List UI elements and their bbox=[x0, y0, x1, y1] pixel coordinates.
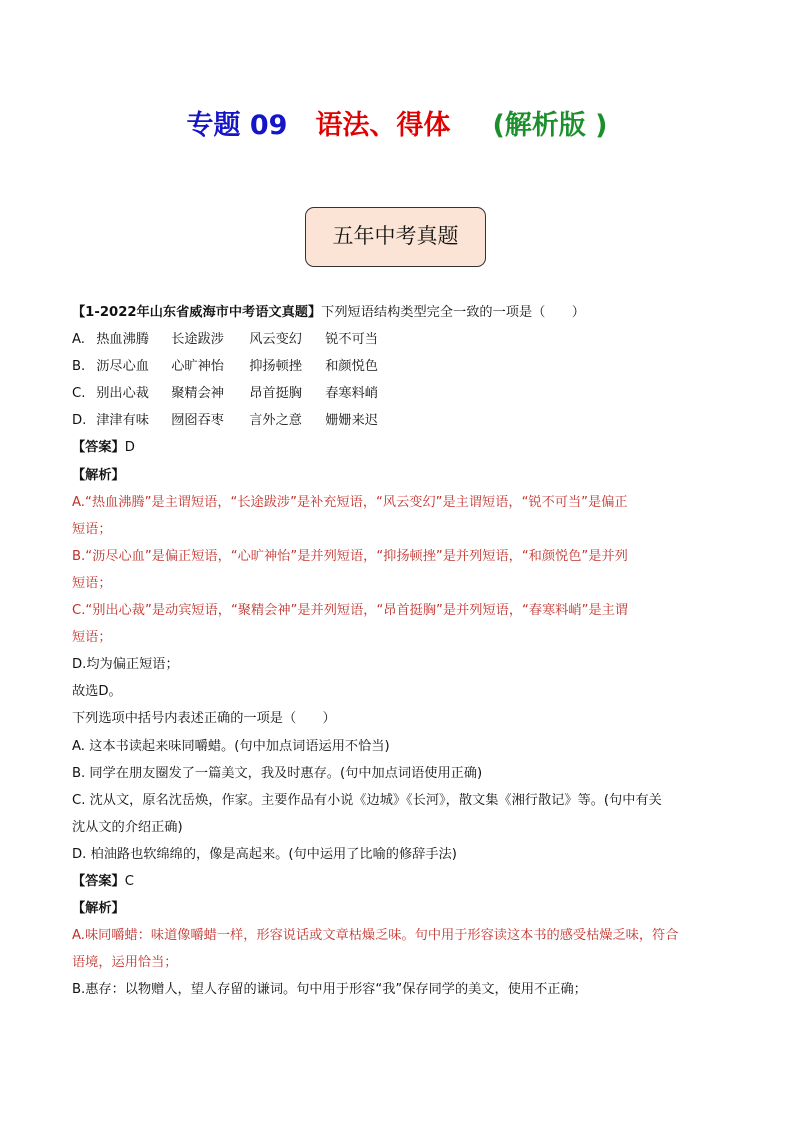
analysis-line: 短语； bbox=[72, 521, 112, 537]
analysis-line: 短语； bbox=[72, 575, 112, 591]
question-2-option-d: D. 柏油路也软绵绵的，像是高起来。(句中运用了比喻的修辞手法) bbox=[72, 846, 457, 862]
answer-label: 【答案】 bbox=[72, 440, 125, 456]
section-heading-box: 五年中考真题 bbox=[305, 207, 486, 267]
question-2-option-c-cont: 沈从文的介绍正确) bbox=[72, 819, 183, 835]
analysis-line: D.均为偏正短语； bbox=[72, 657, 179, 673]
document-body bbox=[72, 299, 722, 1003]
title-edition: (解析版 ) bbox=[492, 110, 608, 141]
title-topic-name: 语法、得体 bbox=[315, 110, 451, 141]
answer-label: 【答案】 bbox=[72, 873, 125, 889]
question-2-option-a: A. 这本书读起来味同嚼蜡。(句中加点词语运用不恰当) bbox=[72, 738, 390, 754]
analysis-line: A.“热血沸腾”是主谓短语，“长途跋涉”是补充短语，“风云变幻”是主谓短语，“锐不可当”是偏正 bbox=[72, 494, 628, 510]
question-2-stem: 下列选项中括号内表述正确的一项是（ ） bbox=[72, 711, 336, 727]
answer-value: C bbox=[124, 873, 134, 889]
question-2-option-c: C. 沈从文，原名沈岳焕，作家。主要作品有小说《边城》《长河》，散文集《湘行散记》等。(句中有关 bbox=[72, 792, 662, 808]
question-2-answer bbox=[72, 868, 722, 895]
analysis-line: 短语； bbox=[72, 630, 112, 646]
analysis-line: A.味同嚼蜡：味道像嚼蜡一样，形容说话或文章枯燥乏味。句中用于形容读这本书的感受枯燥乏味，符合 bbox=[72, 928, 679, 944]
analysis-line: 语境，运用恰当； bbox=[72, 955, 178, 971]
analysis-line: B.“沥尽心血”是偏正短语，“心旷神怡”是并列短语，“抑扬顿挫”是并列短语，“和颜悦色”是并列 bbox=[72, 548, 628, 564]
analysis-line: C.“别出心裁”是动宾短语，“聚精会神”是并列短语，“昂首挺胸”是并列短语，“春寒料峭”是主谓 bbox=[72, 603, 628, 619]
question-1-option-d: D. 津津有味 囫囵吞枣 言外之意 姗姗来迟 bbox=[72, 413, 378, 429]
question-1-answer bbox=[72, 434, 722, 461]
question-1-stem bbox=[72, 299, 722, 326]
question-1-option-b: B. 沥尽心血 心旷神怡 抑扬顿挫 和颜悦色 bbox=[72, 359, 378, 375]
question-1-analysis-label: 【解析】 bbox=[72, 467, 125, 483]
title-topic-number: 专题 09 bbox=[186, 110, 288, 141]
question-2-analysis-label: 【解析】 bbox=[72, 901, 125, 917]
question-1-option-c: C. 别出心裁 聚精会神 昂首挺胸 春寒料峭 bbox=[72, 386, 378, 402]
question-1-conclusion: 故选D。 bbox=[72, 684, 122, 700]
page-title bbox=[0, 103, 794, 142]
question-2-option-b: B. 同学在朋友圈发了一篇美文，我及时惠存。(句中加点词语使用正确) bbox=[72, 765, 483, 781]
question-1-option-a: A. 热血沸腾 长途跋涉 风云变幻 锐不可当 bbox=[72, 332, 378, 348]
question-source: 【1-2022年山东省威海市中考语文真题】 bbox=[72, 305, 322, 320]
analysis-line: B.惠存：以物赠人，望人存留的谦词。句中用于形容“我”保存同学的美文，使用不正确； bbox=[72, 982, 587, 998]
question-text: 下列短语结构类型完全一致的一项是（ ） bbox=[321, 305, 585, 320]
answer-value: D bbox=[124, 440, 135, 456]
